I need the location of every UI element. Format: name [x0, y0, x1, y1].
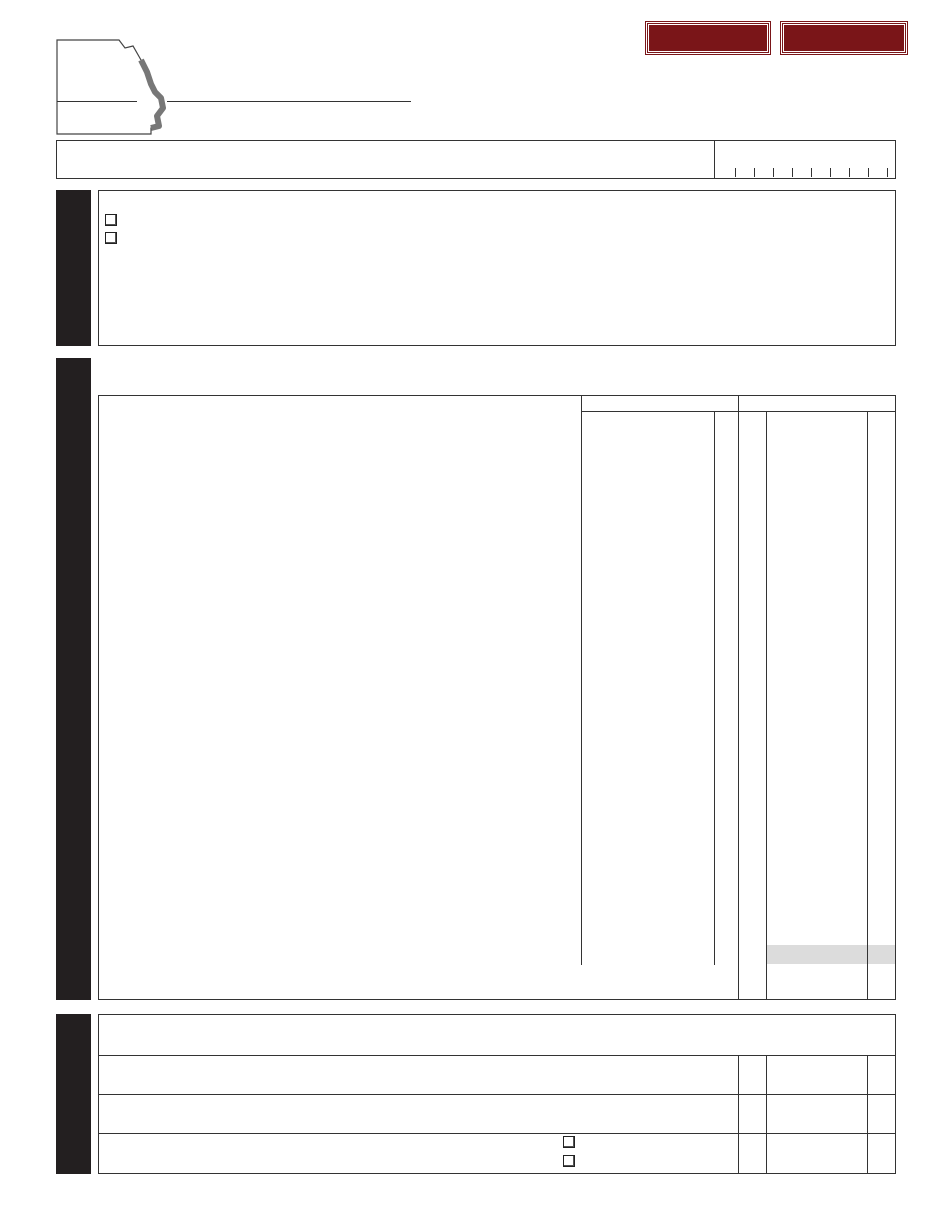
p2-line-3-input[interactable]	[767, 1135, 866, 1173]
reset-form-button[interactable]	[646, 22, 770, 54]
part1-table	[98, 395, 896, 1000]
part2-sidebar	[56, 1014, 91, 1174]
filing-sidebar	[56, 190, 91, 346]
filing-box	[98, 190, 896, 346]
resident-option	[105, 213, 123, 228]
estate-name-input[interactable]	[60, 159, 710, 177]
p2-line-2-input[interactable]	[767, 1096, 866, 1132]
nonresident-checkbox[interactable]	[105, 232, 117, 244]
part1-sidebar	[56, 358, 91, 1000]
form-id-underline	[57, 101, 137, 102]
p2-line-1-input[interactable]	[767, 1057, 866, 1093]
net-subtraction-option	[563, 1154, 581, 1169]
missouri-map-icon	[55, 38, 170, 136]
net-addition-option	[563, 1135, 581, 1150]
row-23-missouri-cents-shaded	[868, 945, 895, 964]
fein-input[interactable]	[720, 160, 892, 178]
resident-checkbox[interactable]	[105, 214, 117, 226]
print-form-button[interactable]	[781, 22, 907, 54]
net-addition-checkbox[interactable]	[563, 1136, 575, 1148]
row-23-missouri-shaded	[767, 945, 867, 964]
net-subtraction-checkbox[interactable]	[563, 1155, 575, 1167]
nonresident-option	[105, 231, 123, 246]
title-underline	[167, 101, 411, 102]
